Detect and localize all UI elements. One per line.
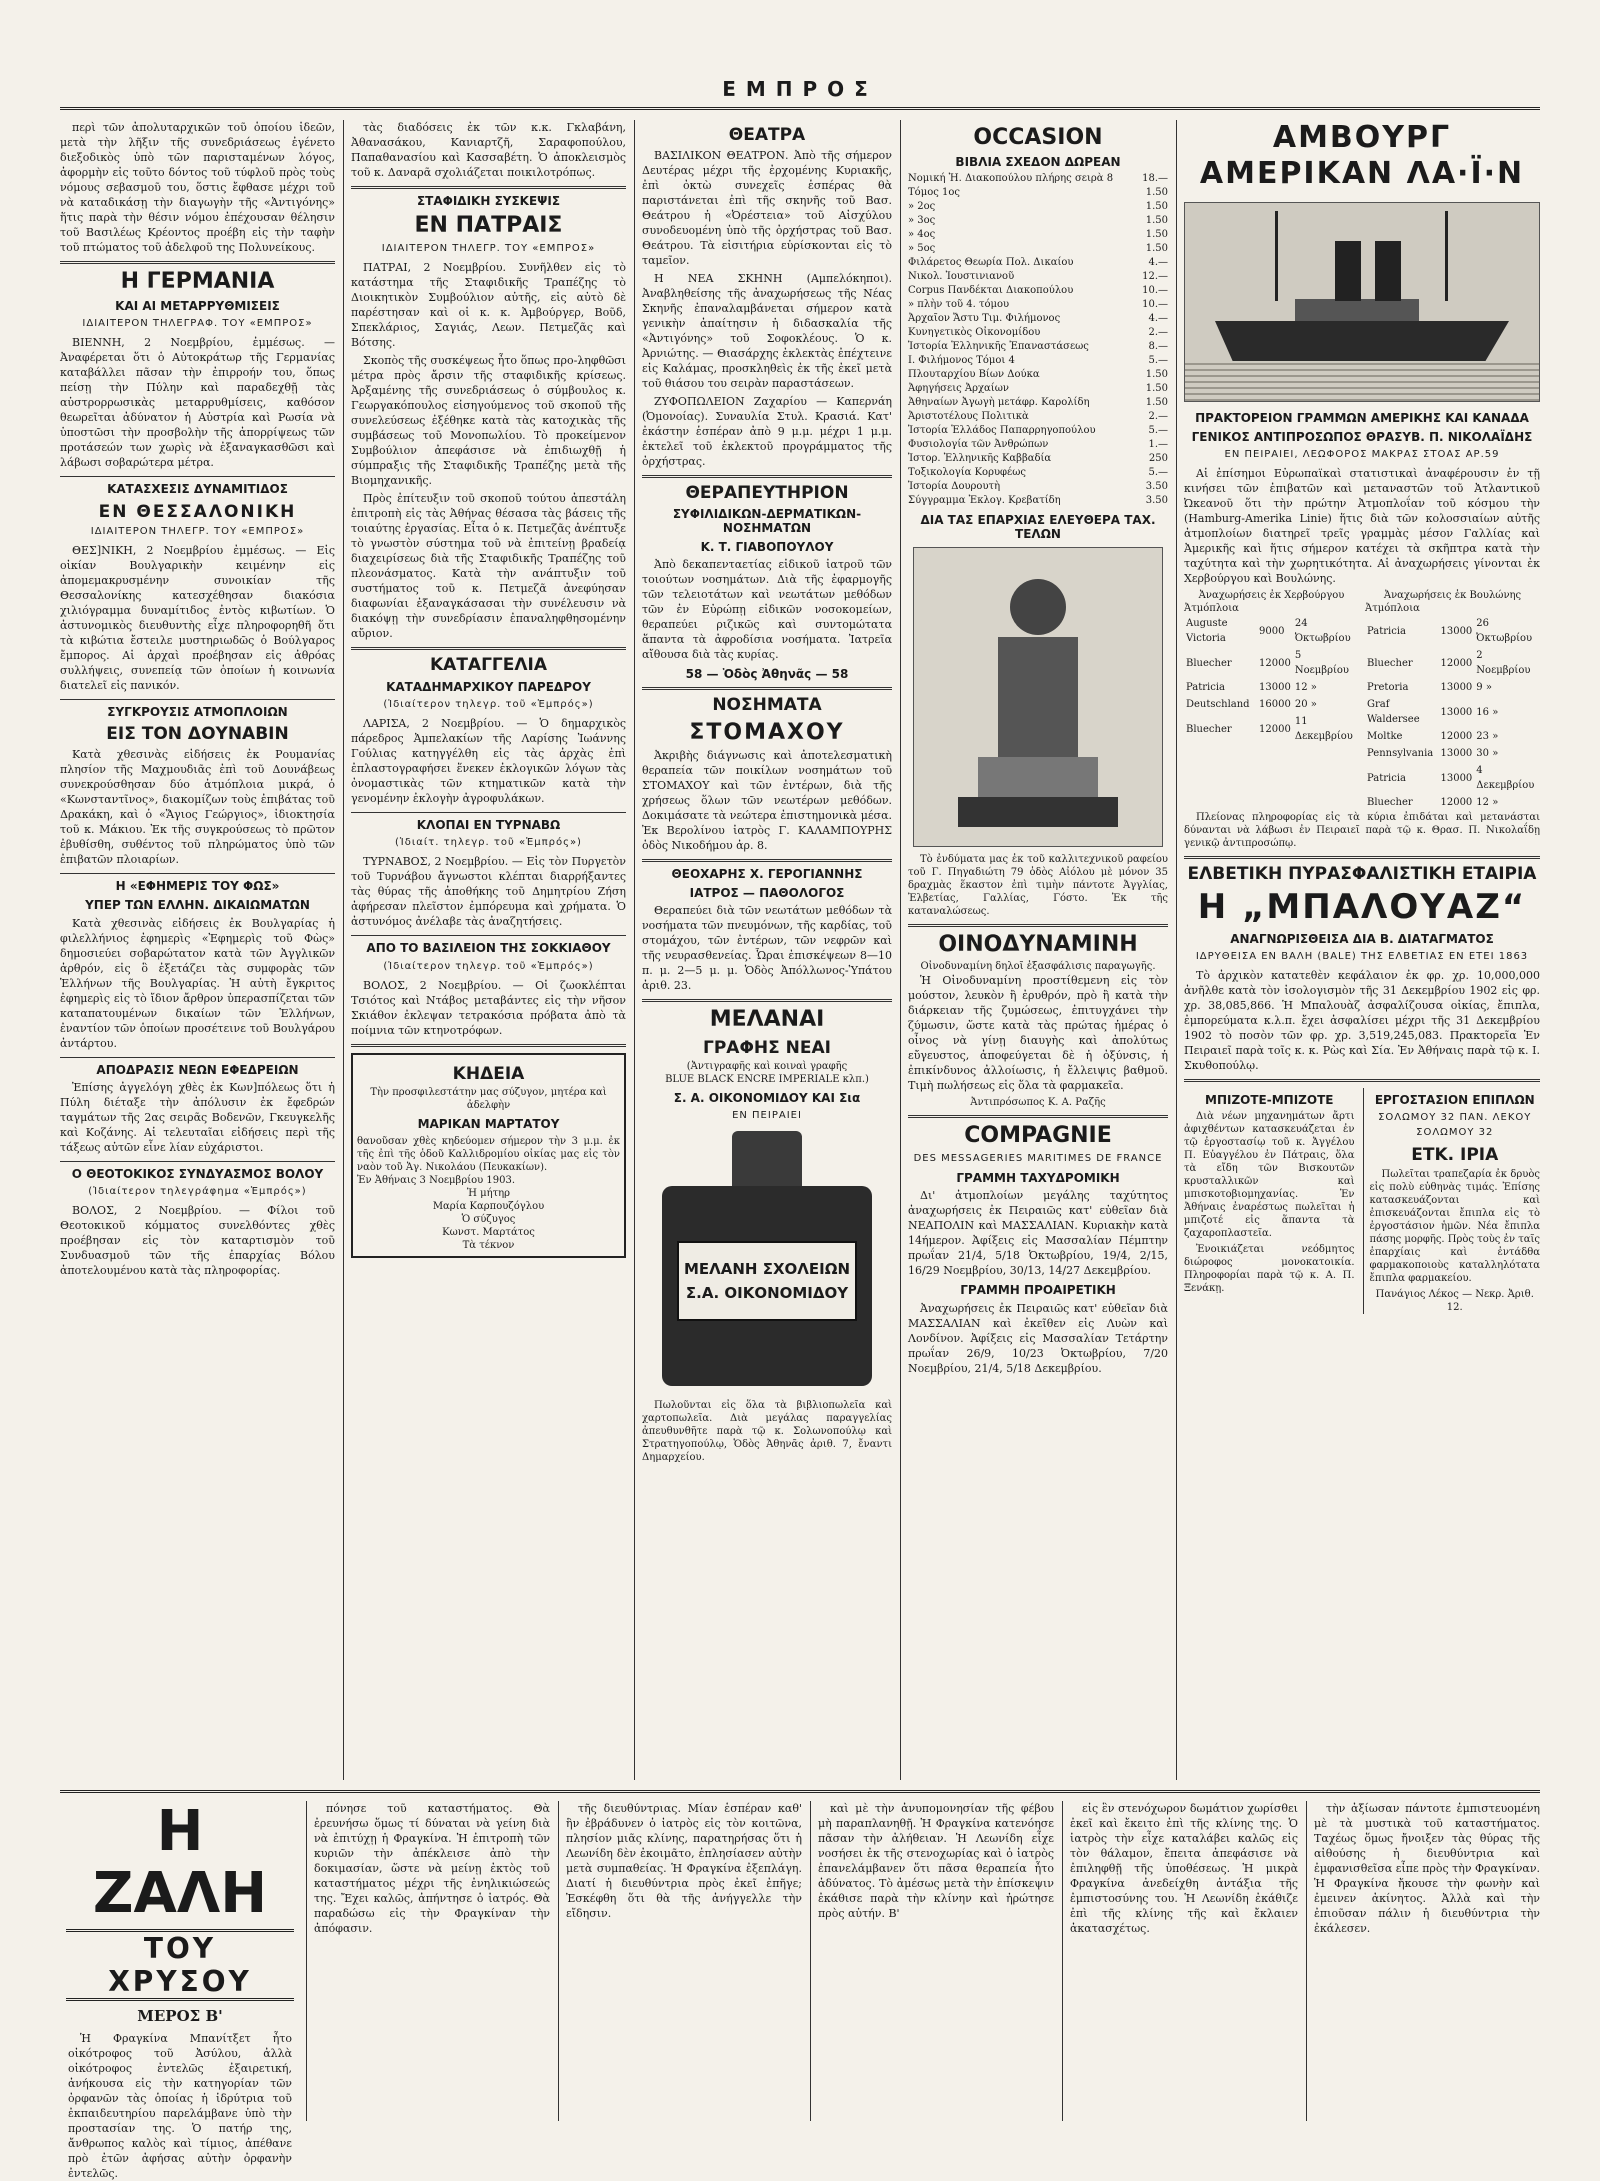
furniture-text: Πωλεῖται τραπεζαρία ἐκ δρυὸς εἰς πολὺ εὐθηνὰς τιμάς. Ἐπίσης κατασκευάζονται καὶ ἐπισκευάζονται ἔπιπλα εἰς τὸ ἐργοστάσιον ἡμῶν. Νέα ἔπιπλα πάσης μορφῆς. Πρὸς τοὺς ἐν ταῖς ἐπαρχίαις καὶ ἐντάδθα φαρμακοποιοὺς καταλληλότατα ἔπιπλα φαρμακείου. [1369, 1169, 1541, 1285]
ship-name: Bluecher [1186, 657, 1232, 669]
volos-headline: Ο ΘΕΟΤΟΚΙΚΟΣ ΣΥΝΔΥΑΣΜΟΣ ΒΟΛΟΥ [71, 1166, 324, 1181]
occasion-headline: OCCASION [973, 125, 1103, 150]
book-title: Νομική Ἠ. Διακοπούλου πλήρης σειρὰ 8 [908, 173, 1114, 185]
funeral-sign-5: Τὰ τέκνον [462, 1239, 515, 1251]
ink-bottle-illustration [652, 1131, 882, 1391]
schedule-row [1365, 679, 1540, 696]
theatre-headline: ΘΕΑΤΡΑ [728, 125, 806, 145]
book-row [908, 284, 1168, 298]
masthead [60, 40, 1540, 110]
biscuits-headline: ΜΠΙΖΟΤΕ-ΜΠΙΖΟΤΕ [1205, 1093, 1334, 1108]
book-row [908, 410, 1168, 424]
danube-headline: ΣΥΓΚΡΟΥΣΙΣ ΑΤΜΟΠΛΟΙΩΝ [107, 705, 288, 720]
stomach-text: Ἀκριβὴς διάγνωσις καὶ ἀποτελεσματικὴ θεραπεία τῶν ποικίλων νοσημάτων τοῦ ΣΤΟΜΑΧΟΥ καὶ τῶν ἐντέρων, διὰ τῆς χρήσεως ὅλων τῶν νεωτέρων μεθόδων. Δοκιμάσατε τὰ νεώτερα ἐπιστημονικὰ μέσα. Ἐκ Βερολίνου ἰατρὸς Γ. ΚΑΛΑΜΠΟΥΡΗΣ ὁδὸς Νικοδήμου ἀρ. 8. [642, 749, 892, 852]
column-rule [1306, 1801, 1307, 2121]
ship-name: Pretoria [1367, 682, 1409, 694]
book-row [908, 424, 1168, 438]
schedule-row [1365, 745, 1540, 762]
hamburg-schedules [1184, 589, 1540, 811]
patras-subheadline: ΕΝ ΠΑΤΡΑΙΣ [414, 213, 563, 239]
escape-article: Ἐπίσης ἀγγελόγη χθὲς ἐκ Κων]πόλεως ὅτι ἡ Πύλη διέταξε τὴν ἀπόλυσιν ἐκ ἔφεδρών ταγμάτων τῆς 2ας σειρᾶς Βοδενῶν, Γκευγκελῆς καὶ Κοζάνης. Αἱ τελευταῖαι εἰδήσεις περὶ τῆς τάξεως αὐτῶν εἶνε λίαν εὐχάριστοι. [60, 1080, 335, 1154]
book-price: 5.— [1148, 425, 1168, 437]
bottom-ads [1184, 1088, 1540, 1314]
book-row [908, 214, 1168, 228]
book-title: Ἱστορ. Ἐλληνικῆς Καββαδία [908, 453, 1052, 465]
book-title: Corpus Πανδέκται Διακοπούλου [908, 285, 1074, 297]
departure-date: 4 Δεκεμβρίου [1476, 765, 1535, 792]
funeral-text-2: θανοῦσαν χθὲς κηδεύομεν σήμερον τὴν 3 μ.μ. ἐκ τῆς ἐπὶ τῆς ὁδοῦ Καλλιδρομίου οἰκίας μας εἰς τὸν ναὸν τοῦ Ἁγ. Νικολάου (Πευκακίων). [357, 1135, 620, 1173]
column-rule [558, 1801, 559, 2121]
ship-tonnage: 12000 [1259, 657, 1291, 669]
ink-headline: ΜΕΛΑΝΑΙ [709, 1007, 825, 1033]
tailor-caption: Τὸ ἐνδύματα μας ἐκ τοῦ καλλιτεχνικοῦ ραφείου τοῦ Γ. Πηγαδιώτη 79 ὁδὸς Αἰόλου μὲ μόνον 35 δραχμὰς ἕκαστον ἐπὶ τιμὴν πάντοτε Ἀγγλίας, Ἐλβετίας, Γαλλίας, Γόστο. Ἐκ τῆς καταναλώσεως. [908, 853, 1168, 917]
ship-name: Patricia [1367, 625, 1406, 637]
ship-tonnage: 13000 [1440, 625, 1473, 637]
schedule-1-title: Ἀναχωρήσεις ἐκ Χερβούργου [1198, 590, 1345, 602]
book-price: 1.50 [1145, 397, 1168, 409]
book-row [908, 298, 1168, 312]
swiss-insurance-headline: ΕΛΒΕΤΙΚΗ ΠΥΡΑΣΦΑΛΙΣΤΙΚΗ ΕΤΑΙΡΙΑ [1187, 864, 1537, 885]
larisa-article: ΛΑΡΙΣΑ, 2 Νοεμβρίου. — Ὁ δημαρχικὸς πάρεδρος Ἀμπελακίων τῆς Λαρίσης Ἰωάννης Γούλιας κατηγγέλθη εἰς τὰς ἀρχὰς ἐπὶ ἐπλαστογραφήσει ἕνεκεν ἐκλογικῶν λόγων τὰς ὀνομαστικὰς τῶν κτηματικῶν κατὰ τὴν γενομένην ἐκλογὴν ἀγροφυλάκων. [351, 717, 626, 806]
ink-footer: Πωλοῦνται εἰς ὅλα τὰ βιβλιοπωλεῖα καὶ χαρτοπωλεῖα. Διὰ μεγάλας παραγγελίας ἀπευθυνθῆτε παρὰ τῷ κ. Σολωνοπούλῳ καὶ Στρατηγοπούλῳ, Ὁδὸς Ἀθηνᾶς ἀριθ. 7, ἔναντι Δημαρχείου. [642, 1400, 892, 1464]
ship-name: Bluecher [1367, 657, 1413, 669]
serial-paragraph-4: καὶ μὲ τὴν ἀνυπομονησίαν τῆς φέβου μὴ παραπλανηθῇ. Ἡ Φραγκίνα κατενόησε πᾶσαν τὴν ἀλήθειαν. Ἡ Λεωνίδη εἶχε νοσήσει ἐκ τῆς στενοχωρίας καὶ ὁ ἰατρὸς ἐπανελάμβανεν ὅτι πᾶσα θεραπεία ἦτο ἀδύνατος. Τὸ ἀμέσως μετὰ τὴν ἐπίσκεψιν ἐκάθισε παρὰ τὴν κλίνην καὶ ἠρώτησε πρὸς αὐτήν. Β' [818, 1802, 1054, 1920]
book-price: 4.— [1148, 313, 1168, 325]
furniture-headline: ΕΡΓΟΣΤΑΣΙΟΝ ΕΠΙΠΛΩΝ [1374, 1093, 1535, 1108]
occasion-subheadline: ΒΙΒΛΙΑ ΣΧΕΔΟΝ ΔΩΡΕΑΝ [955, 155, 1121, 170]
ship-name: Auguste Victoria [1186, 618, 1228, 645]
tyrnavos-wire: (Ἰδιαίτ. τηλεγρ. τοῦ «Ἐμπρός») [395, 837, 582, 849]
book-row [908, 228, 1168, 242]
serial-paragraph-1: Ἡ Φραγκίνα Μπανίτξετ ἦτο οἰκότροφος τοῦ Ἀσύλου, ἀλλὰ οἰκότροφος ἐντελῶς ἐξαιρετική, ἀνήκουσα εἰς τὴν κατηγορίαν τῶν ὀρφανῶν τὰς ὁποίας ἡ ἱδρύτρια τοῦ ἐκπαιδευτηρίου παρελάμβανε ὑπὸ τὴν προστασίαν της. Ὁ πατήρ της, ἄνθρωπος καλὸς καὶ τίμιος, ἀπέθανε πρὸ ἐτῶν ἀφήσας αὐτὴν ὀρφανὴν ἐντελῶς. [68, 2032, 292, 2180]
swiss-insurance-sub: ΑΝΑΓΝΩΡΙΣΘΕΙΣΑ ΔΙΑ Β. ΔΙΑΤΑΓΜΑΤΟΣ [1230, 932, 1494, 947]
funeral-sign-3: Ὁ σύζυγος [461, 1213, 516, 1225]
book-price: 1.50 [1145, 229, 1168, 241]
hamburg-text: Αἱ ἐπίσημοι Εὐρωπαϊκαὶ στατιστικαὶ ἀναφέρουσιν ἐν τῇ κινήσει τῶν ἐπιβατῶν καὶ μεταναστῶν τοῦ Ἀτλαντικοῦ Ὠκεανοῦ ὅτι τὴν πρώτην Ἀτμοπλοΐαν τοῦ κόσμου τὴν (Hamburg-Amerika Linie) ἥτις διὰ τῶν κολοσσιαίων αὐτῆς ἀτμοπλοίων διατηρεῖ τρεῖς γραμμὰς μέσον Γαλλίας καὶ Ἀμερικῆς καὶ ἥτις σήμερον κατέχει τὰ σκῆπτρα κατὰ τὴν ταχύτητα καὶ τὴν χωρητικότητα. Αἱ ἀναχωρήσεις γίνονται ἐκ Χερβούργου καὶ Βουλώνης. [1184, 467, 1540, 586]
schedule-2-title: Ἀναχωρήσεις ἐκ Βουλώνης [1383, 590, 1522, 602]
book-title: Ἱστορία Δουρουτὴ [908, 481, 1001, 493]
volos-wire: (Ἰδιαίτερον τηλεγράφημα «Ἐμπρός») [88, 1185, 307, 1197]
serial-column-3 [566, 1801, 802, 2121]
book-price: 18.— [1142, 173, 1168, 185]
column-4 [908, 120, 1168, 1780]
compagnie-text-1: Δι' ἀτμοπλοίων μεγάλης ταχύτητος ἀναχωρήσεις ἐκ Πειραιῶς κατ' εὐθεῖαν διὰ ΝΕΑΠΟΛΙΝ καὶ ΜΑΣΣΑΛΙΑΝ. Κυριακὴν κατὰ 14ήμερον. Ἀφίξεις εἰς Μασσαλίαν Πέμπτην πρωΐαν 21/4, 5/18 Ὀκτωβρίου, 19/4, 2/15, 16/29 Νοεμβρίου, 30/13, 14/27 Δεκεμβρίου. [908, 1189, 1168, 1278]
hamburg-representative: ΓΕΝΙΚΟΣ ΑΝΤΙΠΡΟΣΩΠΟΣ ΘΡΑΣΥΒ. Π. ΝΙΚΟΛΑΪΔΗΣ [1191, 430, 1533, 445]
clinic-text: Ἀπὸ δεκαπενταετίας εἰδικοῦ ἰατροῦ τῶν τοιούτων νοσημάτων. Διὰ τῆς ἐφαρμογῆς τῶν τελειοτάτων καὶ νεωτάτων μεθόδων τῶν ἐν Εὐρώπῃ εἰδικῶν νοσοκομείων, θεραπεύει ριζικῶς καὶ συντομώτατα ἅπαντα τὰ ἀφροδίσια νοσήματα. Ἰατρεῖα αἴθουσα διὰ τὰς κυρίας. [642, 557, 892, 661]
doctor-text: Θεραπεύει διὰ τῶν νεωτάτων μεθόδων τὰ νοσήματα τῶν πνευμόνων, τῆς καρδίας, τοῦ στομάχου, τῶν ἐντέρων, τῶν νεφρῶν καὶ τῆς νευρασθενείας. Ὧραι ἐπισκέψεων 8—10 π. μ. 2—5 μ. μ. Ὁδὸς Ἀπόλλωνος-Ὑπάτου ἀριθ. 23. [642, 904, 892, 993]
schedule-row [1365, 728, 1540, 745]
departure-date: 12 » [1476, 797, 1499, 809]
steamship-illustration [1184, 202, 1540, 402]
newspaper-title: ΕΜΠΡΟΣ [722, 77, 878, 101]
column-rule [1062, 1801, 1063, 2121]
column-3 [642, 120, 892, 1780]
book-title: » 2ος [908, 201, 936, 213]
article-continuation: τὰς διαδόσεις ἐκ τῶν κ.κ. Γκλαβάνη, Ἀθανασάκου, Κανιαρτζῆ, Σαραφοπούλου, Παπαθανασίου καὶ Κασσαβέτη. Ὁ ἀποκλεισμὸς τοῦ κ. Δαναρᾶ σχολιάζεται ποικιλοτρόπως. [351, 121, 626, 179]
doctor-name: ΘΕΟΧΑΡΗΣ Χ. ΓΕΡΟΓΙΑΝΝΗΣ [671, 867, 863, 881]
larisa-subheadline: ΚΑΤΑΔΗΜΑΡΧΙΚΟΥ ΠΑΡΕΔΡΟΥ [386, 680, 591, 695]
wine-headline: ΟΙΝΟΔΥΝΑΜΙΝΗ [938, 931, 1138, 957]
book-row [908, 256, 1168, 270]
serial-novel-band [60, 1790, 1541, 2180]
patras-article-3: Πρὸς ἐπίτευξιν τοῦ σκοποῦ τούτου ἀπεστάλη ἐπιτροπὴ εἰς τὰς Ἀθήνας θέσασα τὰς βάσεις τῆς τοιαύτης ἐργασίας. Εἶτα ὁ κ. Πετμεζᾶς ἀνέπτυξε τὸ γνωστὸν σύστημα τοῦ νὰ ἐπιτείνῃ βραδείᾳ διαχειρίσεως διὰ τῆς Σταφιδικῆς Τραπέζης τοῦ πλεονάσματος. Κατὰ τὴν ανάπτυξιν τοῦ συστήματος τοῦ κ. Πετμεζᾶ ἀνεφύησαν διαφωνίαι ἐξαναγκάσασαι τὴν συνέλευσιν νὰ διακόψῃ τὴν συνεδρίασιν ἐπαναληφθησομένην αὔριον. [351, 492, 626, 641]
theatre-text-2: Η ΝΕΑ ΣΚΗΝΗ (Αμπελόκηποι). Ἀναβληθείσης τῆς ἀναχωρήσεως τῆς Νέας Σκηνῆς ἐπαναλαμβάνεται σήμερον κατὰ γενικὴν ἀπαίτησιν ἡ διδασκαλία τῆς «Ἀντιγόνης» τοῦ Σοφοκλέους. Ὁ κ. Ἀρνιώτης. — Θιασάρχης ἐκλεκτὰς ἐπέχτεινε εἰς Καλάμας, προσκληθεὶς ἐκ τῆς ἐκεῖ μετὰ τοῦ θιάσου του σειρὰν παραστάσεων. [642, 271, 892, 390]
book-title: Νικολ. Ἰουστινιανοῦ [908, 271, 1015, 283]
book-price: 1.50 [1145, 187, 1168, 199]
book-row [908, 494, 1168, 508]
book-row [908, 326, 1168, 340]
compagnie-line-2: ΓΡΑΜΜΗ ΠΡΟΑΙΡΕΤΙΚΗ [960, 1283, 1116, 1298]
departure-date: 26 Ὀκτωβρίου [1476, 618, 1533, 645]
schedule-row [1184, 696, 1359, 713]
compagnie-headline: COMPAGNIE [964, 1122, 1112, 1148]
hamburg-agency: ΠΡΑΚΤΟΡΕΙΟΝ ΓΡΑΜΜΩΝ ΑΜΕΡΙΚΗΣ ΚΑΙ ΚΑΝΑΔΑ [1195, 411, 1529, 425]
compagnie-text-2: Ἀναχωρήσεις ἐκ Πειραιῶς κατ' εὐθεῖαν διὰ ΜΑΣΣΑΛΙΑΝ καὶ ἐκεῖθεν εἰς Λυὼν καὶ Λονδίνον. Ἀφίξεις εἰς Μασσαλίαν Τετάρτην πρωΐαν 26/9, 10/23 Ὀκτωβρίου, 7/20 Νοεμβρίου, 21/4, 5/18 Δεκεμβρίου. [908, 1301, 1168, 1375]
funeral-sign-1: Ἡ μήτηρ [467, 1187, 510, 1199]
column-rule [810, 1801, 811, 2121]
funeral-sign-4: Κωνστ. Μαρτάτος [442, 1226, 535, 1238]
departure-date: 12 » [1294, 682, 1317, 694]
ship-name: Bluecher [1367, 797, 1413, 809]
ship-tonnage: 13000 [1440, 772, 1473, 784]
patras-headline: ΣΤΑΦΙΔΙΚΗ ΣΥΣΚΕΨΙΣ [416, 194, 561, 208]
book-price: 10.— [1142, 285, 1168, 297]
schedule-row [1365, 696, 1540, 728]
book-price: 1.50 [1145, 243, 1168, 255]
schedule-row [1365, 647, 1540, 679]
book-title: » 3ος [908, 215, 936, 227]
departure-date: 30 » [1476, 748, 1499, 760]
book-list [908, 172, 1168, 508]
thessaloniki-article: ΘΕΣ]ΝΙΚΗ, 2 Νοεμβρίου ἐμμέσως. — Εἰς οἰκίαν Βουλγαρικὴν κειμένην εἰς ἀπομεμακρυσμένην συνοικίαν τῆς Θεσσαλονίκης κατεσχέθησαν διακόσια χιλιόγραμμα δυναμίτιδος ἐντὸς κιβωτίων. Ὁ ἀστυνομικὸς διευθυντὴς εἶχε πληροφορηθῆ ὅτι τὰ κιβώτια ἔστειλε μυστηριωδῶς ὁ Βούλγαρος ἔμπορος. Αἱ ἀρχαὶ προέβησαν εἰς ἀθρόας συλλήψεις, συνεπείᾳ τῶν ὁποίων ἡ κοινωνία διατελεῖ εἰς πανικόν. [60, 544, 335, 693]
book-row [908, 382, 1168, 396]
patras-wire: ΙΔΙΑΙΤΕΡΟΝ ΤΗΛΕΓΡ. ΤΟΥ «ΕΜΠΡΟΣ» [381, 243, 596, 255]
book-row [908, 186, 1168, 200]
book-row [908, 354, 1168, 368]
ship-name: Pennsylvania [1367, 748, 1434, 760]
book-title: Τοξικολογία Κορυφέως [908, 467, 1026, 479]
compagnie-line-1: ΓΡΑΜΜΗ ΤΑΧΥΔΡΟΜΙΚΗ [956, 1171, 1120, 1186]
book-title: Ἱστορία Ἑλληνικῆς Ἐπαναστάσεως [908, 341, 1089, 353]
theatre-text-3: ΖΥΦΟΠΩΛΕΙΟΝ Ζαχαρίου — Καπερνάη (Ὀμονοίας). Συναυλία Στυλ. Κρασιά. Κατ' ἐκάστην ἑσπέραν ἀπὸ 9 μ.μ. μέχρι 1 μ.μ. ἐκτελεῖ τοῦ ἐκλεκτοῦ προγράμματος τῆς ὀρχήστρας. [642, 394, 892, 468]
books-footer: ΔΙΑ ΤΑΣ ΕΠΑΡΧΙΑΣ ΕΛΕΥΘΕΡΑ ΤΑΧ. ΤΕΛΩΝ [920, 513, 1156, 541]
tailor-portrait-illustration [913, 547, 1163, 847]
ink-place: ΕΝ ΠΕΙΡΑΙΕΙ [732, 1110, 802, 1122]
book-price: 5.— [1148, 467, 1168, 479]
serial-column-4 [818, 1801, 1054, 2121]
ship-tonnage: 13000 [1440, 682, 1473, 694]
wine-agent: Ἀντιπρόσωπος Κ. Α. Ραζῆς [970, 1096, 1106, 1108]
skiathos-article: ΒΟΛΟΣ, 2 Νοεμβρίου. — Οἱ ζωοκλέπται Τσιότος καὶ Ντάβος μεταβάντες εἰς τὴν νῆσον Σκιάθον ἐκλεψαν τετρακόσια πρόβατα ἀπὸ τὰ ποίμνια τῶν κτηνοτρόφων. [351, 978, 626, 1037]
hamburg-footer: Πλείονας πληροφορίας εἰς τὰ κύρια ἐπιδάται καὶ μετανάσται δύνανται νὰ λάβωσι ἐν Πειραιεῖ παρὰ τῷ κ. Θρασ. Π. Νικολαΐδῃ γενικῷ ἀντιπροσώπῳ. [1184, 812, 1540, 850]
book-title: Ἀρχαῖον Ἄστυ Τιμ. Φιλήμονος [908, 313, 1061, 325]
book-price: 2.— [1148, 411, 1168, 423]
clinic-headline: ΘΕΡΑΠΕΥΤΗΡΙΟΝ [685, 482, 849, 503]
book-price: 4.— [1148, 257, 1168, 269]
schedule-row [1365, 794, 1540, 811]
book-title: Ἀριστοτέλους Πολιτικὰ [908, 411, 1029, 423]
book-price: 1.50 [1145, 383, 1168, 395]
serial-column-6 [1314, 1801, 1540, 2121]
column-rule [634, 120, 635, 1780]
book-row [908, 438, 1168, 452]
serial-paragraph-3: τῆς διευθύντριας. Μίαν ἑσπέραν καθ' ἣν ἐβράδυνεν ὁ ἰατρὸς εἰς τὸν κοιτῶνα, πλησίον μιᾶς κλίνης, παρατηρήσας ὅτι ἡ Λεωνίδη δὲν ἐκοιμᾶτο, ἐπλησίασεν αὐτὴν μετὰ συμπαθείας. Ἡ Φραγκίνα ἐξεπλάγη. Διατί ἡ διευθύντρια πρὸς ἐκεῖ ἐπῆγε; Ἐσκέφθη ὅτι θὰ τῆς ἀνήγγελλε τὴν εἴδησιν. [566, 1802, 802, 1920]
swiss-insurance-text: Τὸ ἀρχικὸν κατατεθὲν κεφάλαιον ἐκ φρ. χρ. 10,000,000 ἀνῆλθε κατὰ τὸν ἰσολογισμὸν τῆς 31 Δεκεμβρίου 1902 εἰς φρ. χρ. 38,085,866. Ἡ Μπαλουὰζ ἀσφαλίζουσα οἰκίας, ἔπιπλα, ἐμπορεύματα κ.λ.π. ἔχει ἀσφαλίσει μέχρι τῆς 31 Δεκεμβρίου 1902 τὸ ποσὸν τῶν φρ. χρ. 3,519,245,083. Πρακτορεῖα Ἐν Πειραιεῖ παρὰ τοῖς κ. κ. Ρὼς καὶ Σία. Ἐν Ἀθήναις παρὰ τῷ κ. Ι. Σκυθοπούλῳ. [1184, 969, 1540, 1073]
ship-tonnage: 13000 [1440, 748, 1473, 760]
theatre-text-1: ΒΑΣΙΛΙΚΟΝ ΘΕΑΤΡΟΝ. Ἀπὸ τῆς σήμερον Δευτέρας μέχρι τῆς ἐρχομένης Κυριακῆς, ἐπὶ ὀκτὼ συνεχεῖς ἑσπέρας θὰ παριστάνεται ἐπὶ τῆς σκηνῆς τοῦ Βασ. Θεάτρου ἡ «Ὀρέστεια» τοῦ Αἰσχύλου συνοδευομένη ὑπὸ τῆς ὀρχήστρας τοῦ Βασ. Θεάτρου. Τὰ εἰσιτήρια εὑρίσκονται εἰς τὸ ταμεῖον. [642, 148, 892, 267]
book-price: 1.— [1148, 439, 1168, 451]
serial-column-2 [314, 1801, 550, 2121]
serial-paragraph-2: πόνησε τοῦ καταστήματος. Θὰ ἐρευνήσω ὅμως τί δύναται νὰ γείνη διὰ νὰ ἐπιτύχῃ ἡ Φραγκίνα. Ἡ ἐπιτροπὴ τῶν κυριῶν τὴν ἀπέκλεισε ἀπὸ τὴν δοκιμασίαν, ὥστε νὰ μείνῃ ἐκτὸς τοῦ καταστήματος μέχρι τῆς ἐνηλικιώσεώς της. Ἔχει καλῶς, ἀπήντησε ὁ ἰατρός. Θὰ παραδώσω εἰς τὴν Φραγκίναν τὴν ἀπόφασιν. [314, 1802, 550, 1935]
book-title: Ἀφηγήσεις Ἀρχαίων [908, 383, 1009, 395]
thessaloniki-subheadline: ΕΝ ΘΕΣΣΑΛΟΝΙΚΗ [98, 501, 297, 522]
column-2 [351, 120, 626, 1780]
book-row [908, 466, 1168, 480]
funeral-sign-2: Μαρία Καρπουζόγλου [432, 1200, 545, 1212]
ship-name: Moltke [1367, 731, 1403, 743]
book-title: Σύγγραμμα Ἐκλογ. Κρεβατίδη [908, 495, 1061, 507]
thessaloniki-wire: ΙΔΙΑΙΤΕΡΟΝ ΤΗΛΕΓΡ. ΤΟΥ «ΕΜΠΡΟΣ» [90, 526, 305, 538]
book-title: Τόμος 1ος [908, 187, 960, 199]
book-row [908, 480, 1168, 494]
book-price: 1.50 [1145, 369, 1168, 381]
ink-text-2: BLUE BLACK ENCRE IMPERIALE κλπ.) [665, 1074, 869, 1086]
book-row [908, 396, 1168, 410]
book-price: 3.50 [1145, 495, 1168, 507]
book-row [908, 452, 1168, 466]
book-price: 12.— [1142, 271, 1168, 283]
schedule-row [1184, 615, 1359, 647]
ship-name: Graf Waldersee [1367, 699, 1420, 726]
book-price: 3.50 [1145, 481, 1168, 493]
ink-maker: Σ. Α. ΟΙΚΟΝΟΜΙΔΟΥ ΚΑΙ Σια [673, 1091, 861, 1106]
book-row [908, 200, 1168, 214]
serial-part: ΜΕΡΟΣ Β' [137, 2007, 223, 2025]
book-title: Ἀθηναίων Ἀγωγὴ μετάφρ. Καρολίδη [908, 397, 1090, 409]
schedule-1-table [1184, 615, 1359, 745]
germany-headline: Η ΓΕΡΜΑΝΙΑ [120, 269, 275, 294]
patras-article-2: Σκοπὸς τῆς συσκέψεως ἦτο ὅπως προ-ληφθῶσι μέτρα πρὸς ἄρσιν τῆς σταφιδικῆς κρίσεως. Ἀρξαμένης τῆς συνεδριάσεως ὁ σύμβουλος κ. Γεωργακόπουλος εἰσηγούμενος τοῦ σκοποῦ τῆς συνελεύσεως ἐξέθηκε κατὰ τὰς κατοχικὰς τῆς συμβάσεως τοῦ Μονοπωλίου. Τὸ προκείμενον Συμβούλιον ἀπεφάσισε νὰ ἐπιδιωχθῇ ἡ σύμπραξις τῆς Σταφιδικῆς Τραπέζης μετὰ τῆς Βιομηχανικῆς. [351, 354, 626, 488]
book-price: 2.— [1148, 327, 1168, 339]
book-title: Ἱστορία Ἑλλάδος Παπαρρηγοπούλου [908, 425, 1096, 437]
ship-name: Deutschland [1186, 699, 1250, 711]
hamburg-address: ΕΝ ΠΕΙΡΑΙΕΙ, ΛΕΩΦΟΡΟΣ ΜΑΚΡΑΣ ΣΤΟΑΣ ΑΡ.59 [1224, 449, 1500, 461]
book-price: 10.— [1142, 299, 1168, 311]
ship-tonnage: 12000 [1440, 657, 1473, 669]
compagnie-subheadline: DES MESSAGERIES MARITIMES DE FRANCE [913, 1153, 1163, 1165]
tyrnavos-article: ΤΥΡΝΑΒΟΣ, 2 Νοεμβρίου. — Εἰς τὸν Πυργετὸν τοῦ Τυρνάβου ἄγνωστοι κλέπται διαρρήξαντες τὰς θύρας τῆς ἀποθήκης τοῦ Δημητρίου Ζήση ἀφήρεσαν πλεῖστον ἐμπόρευμα καὶ χρήματα. Ὁ ἀστυνόμος ἀνέλαβε τὰς ἀναζητήσεις. [351, 855, 626, 929]
rental-text: Ἐνοικιάζεται νεόδμητος διώροφος μονοκατοικία. Πληροφορίαι παρὰ τῷ κ. Α. Π. Ξενάκῃ. [1184, 1244, 1355, 1295]
ink-subheadline: ΓΡΑΦΗΣ ΝΕΑΙ [703, 1037, 831, 1058]
ship-tonnage: 12000 [1259, 723, 1291, 735]
book-row [908, 270, 1168, 284]
serial-column-5 [1070, 1801, 1298, 2121]
funeral-date: Ἐν Ἀθήναις 3 Νοεμβρίου 1903. [357, 1174, 516, 1186]
ship-name: Patricia [1186, 682, 1225, 694]
stomach-subheadline: ΣΤΟΜΑΧΟΥ [689, 719, 845, 745]
wine-text: Ἡ Οἰνοδυναμίνη προστίθεμενη εἰς τὸν μούστον, λευκὸν ἢ ἐρυθρόν, πρὸ ἢ κατὰ τὴν διάρκειαν τῆς ζυμώσεως, ἐπιτυγχάνει τὴν ζύμωσιν, ὥστε κατὰ τὰς πρώτας ἡμέρας ὁ οἶνος νὰ γίνῃ διαυγὴς καὶ ἀπολύτως εὔγευστος, ἀποφεύγεται δὲ ἡ ὀξύνσις, ἡ ἐπικίνδυνος ἀλλοίωσις, ἡ ἔλλειψις βαθμοῦ. Τιμὴ πωλήσεως εἰς ὅλα τὰ φαρμακεῖα. [908, 973, 1168, 1092]
book-row [908, 242, 1168, 256]
clinic-doctor: Κ. Τ. ΓΙΑΒΟΠΟΥΛΟΥ [700, 539, 834, 554]
funeral-name: ΜΑΡΙΚΑΝ ΜΑΡΤΑΤΟΥ [417, 1117, 560, 1132]
clinic-subheadline: ΣΥΦΙΛΙΔΙΚΩΝ-ΔΕΡΜΑΤΙΚΩΝ-ΝΟΣΗΜΑΤΩΝ [672, 507, 862, 535]
danube-subheadline: ΕΙΣ ΤΟΝ ΔΟΥΝΑΒΙΝ [106, 724, 289, 745]
escape-headline: ΑΠΟΔΡΑΣΙΣ ΝΕΩΝ ΕΦΕΔΡΕΙΩΝ [96, 1062, 299, 1077]
larisa-wire: (Ἰδιαίτερον τηλεγρ. τοῦ «Ἐμπρός») [383, 699, 594, 711]
serial-subtitle: ΤΟΥ ΧΡΥΣΟΥ [66, 1929, 294, 2001]
book-title: Πλουταρχίου Βίων Δούκα [908, 369, 1040, 381]
schedule-row [1184, 679, 1359, 696]
book-row [908, 340, 1168, 354]
departure-date: 24 Ὀκτωβρίου [1294, 618, 1351, 645]
book-price: 5.— [1148, 355, 1168, 367]
tyrnavos-headline: ΚΛΟΠΑΙ ΕΝ ΤΥΡΝΑΒΩ [416, 818, 561, 833]
book-title: » 4ος [908, 229, 936, 241]
fos-article: Κατὰ χθεσινὰς εἰδήσεις ἐκ Βουλγαρίας ἡ φιλελλήνιος ἐφημερὶς «Ἐφημερὶς τοῦ Φὼς» δημοσιεύει σοβαρώτατον κατὰ τῶν Ἀγγλικῶν ἀρθρόν, εἰς ὃ ἐξετάζει τὰς συμφορὰς τῶν Ἑλλήνων τῆς Βουλγαρίας. Ἡ αὐτὴ ἔγκριτος ἐφημερὶς εἰς τὸ ἴδιον ἄρθρον ὑπερασπίζεται τῶν καταπατουμένων δικαίων τῶν Ἑλλήνων, ἐναντίον τῶν ὁποίων προσέτεινε τοῦ Βουλγάρου ἀντάρτου. [60, 916, 335, 1050]
book-price: 1.50 [1145, 215, 1168, 227]
column-rule [343, 120, 344, 1780]
fos-subheadline: ΥΠΕΡ ΤΩΝ ΕΛΛΗΝ. ΔΙΚΑΙΩΜΑΤΩΝ [85, 898, 310, 913]
serial-paragraph-6: τὴν ἀξίωσαν πάντοτε ἐμπιστευομένη μὲ τὰ μυστικὰ τοῦ καταστήματος. Ταχέως ὅμως ἤνοιξεν τὰς θύρας τῆς αἰθούσης ἡ διευθύντρια καὶ ἐμφανισθεῖσα εἶπε πρὸς τὴν Φραγκίναν. Ἡ Φραγκίνα ἤκουσε τὴν φωνὴν καὶ ἐμεινεν ἀκίνητος. Ἀλλὰ καὶ τὴν ἐπιοῦσαν πάλιν ἡ διευθύντρια τὴν ἐκάλεσεν. [1314, 1802, 1541, 1935]
serial-paragraph-5: εἰς ἓν στενόχωρον δωμάτιον χωρίσθει ἐκεῖ καὶ ἔκειτο ἐπὶ τῆς κλίνης της. Ὁ ἰατρὸς τὴν εἶχε καταλάβει καλῶς εἰς τὸν θάλαμον, ἔπειτα ἀπεφάσισε νὰ ἐπιληφθῇ τῆς ὑποθέσεως. Ἡ μικρὰ Φραγκίνα ἀνεδείχθη ἀντάξια τῆς ἐμπιστοσύνης του. Ἡ Λεωνίδη ἐκάθιζε ἐπὶ τῆς κλίνης τῆς καὶ ἔκλαιεν ἀκατασχέτως. [1070, 1802, 1298, 1935]
column-5 [1184, 120, 1540, 1780]
furniture-footer: Πανάγιος Λέκος — Νεκρ. Ἀριθ. 12. [1375, 1289, 1534, 1314]
column-1 [60, 120, 335, 1780]
skiathos-headline: ΑΠΟ ΤΟ ΒΑΣΙΛΕΙΟΝ ΤΗΣ ΣΟΚΚΙΑΘΟΥ [366, 941, 611, 956]
swiss-insurance-founded: ΙΔΡΥΘΕΙΣΑ ΕΝ ΒΑΛΗ (BALE) ΤΗΣ ΕΛΒΕΤΙΑΣ ΕΝ ΕΤΕΙ 1863 [1195, 951, 1529, 963]
ship-name: Patricia [1367, 772, 1406, 784]
schedule-row [1365, 762, 1540, 794]
germany-article: ΒΙΕΝΝΗ, 2 Νοεμβρίου, ἐμμέσως. — Ἀναφέρεται ὅτι ὁ Αὐτοκράτωρ τῆς Γερμανίας καταβάλλει πᾶσαν τὴν ἐπιρροήν του, ὅπως πείσῃ τὴν Πύλην καὶ παραδεχθῇ τὰς αὐστρορρωσικὰς μεταρρυθμίσεις, καθόσον θεωρεῖται ἀδύνατον ἡ Αὐστρία καὶ Ρωσία νὰ ὑποστῶσι τὴν προσβολὴν τῆς ἀπορρίψεως τῶν προτάσεών των χωρὶς νὰ ἐξαναγκασθῶσι καὶ λάβωσι σοβαρώτερα μέτρα. [60, 336, 335, 470]
patras-article-1: ΠΑΤΡΑΙ, 2 Νοεμβρίου. Συνῆλθεν εἰς τὸ κατάστημα τῆς Σταφιδικῆς Τραπέζης τὸ Διοικητικὸν Συμβούλιον αὐτῆς, εἰς αὐτὸ δὲ παρέστησαν καὶ οἱ κ. κ. Ἀμβούργερ, Βοῦδ, Σπεκλάριος, Σαγιάς, Λεων. Πετμεζᾶς καὶ Βότσης. [351, 261, 626, 350]
book-title: » πλὴν τοῦ 4. τόμου [908, 299, 1010, 311]
swiss-insurance-name: Η „ΜΠΑΛΟΥΑΖ“ [1197, 887, 1527, 928]
book-price: 1.50 [1145, 201, 1168, 213]
article-continuation: περὶ τῶν ἀπολυταρχικῶν τοῦ ὁποίου ἰδεῶν, μετὰ τὴν λῆξιν τῆς συνεδριάσεως ἐγένετο διεξοδικὸς ὑπὸ τῶν παρισταμένων λόγος, ἀφορμὴν εἰς τοῦτο δόντος τοῦ τύφλοῦ πρὸς τοὺς νόμους σεβασμοῦ του, ὅστις ἔφθασε μέχρι τοῦ νὰ καταδικάσῃ τὴν διαγωγὴν τῆς «Ἀντιγόνης» ἥτις παρὰ τὴν θέσιν νόμου ἐπέχουσαν θέλησιν τοῦ Βασιλέως Κρέοντος προέβη εἰς τὴν ταφὴν τοῦ πτώματος τοῦ ἀδελφοῦ της Πολυνείκους. [60, 121, 335, 254]
ship-name: Bluecher [1186, 723, 1232, 735]
funeral-text-1: Τὴν προσφιλεστάτην μας σύζυγον, μητέρα καὶ ἀδελφὴν [370, 1087, 607, 1112]
doctor-specialty: ΙΑΤΡΟΣ — ΠΑΘΟΛΟΓΟΣ [689, 886, 845, 901]
column-rule [306, 1801, 307, 2121]
ship-tonnage: 12000 [1440, 797, 1473, 809]
furniture-company: ΕΤΚ. ΙΡΙΑ [1411, 1145, 1499, 1166]
departure-date: 5 Νοεμβρίου [1294, 650, 1349, 677]
ship-tonnage: 16000 [1259, 699, 1291, 711]
schedule-row [1184, 647, 1359, 679]
funeral-notice [351, 1053, 626, 1258]
bottle-label-line-1: ΜΕΛΑΝΗ ΣΧΟΛΕΙΩΝ [683, 1260, 851, 1279]
book-price: 250 [1148, 453, 1168, 465]
newspaper-page [60, 40, 1541, 2180]
departure-date: 16 » [1476, 706, 1499, 718]
man-figure-icon [938, 557, 1138, 837]
schedule-row [1184, 713, 1359, 745]
bottle-label-line-2: Σ.Α. ΟΙΚΟΝΟΜΙΔΟΥ [685, 1284, 849, 1303]
germany-subheadline: ΚΑΙ ΑΙ ΜΕΤΑΡΡΥΘΜΙΣΕΙΣ [115, 299, 280, 314]
book-title: Φυσιολογία τῶν Ἀνθρώπων [908, 439, 1049, 451]
departure-date: 2 Νοεμβρίου [1476, 650, 1531, 677]
furniture-subheadline: ΣΟΛΩΜΟΥ 32 ΠΑΝ. ΛΕΚΟΥ ΣΟΛΩΜΟΥ 32 [1378, 1112, 1532, 1139]
schedule-1-head: Ἀτμόπλοια [1184, 603, 1239, 615]
germany-wire: ΙΔΙΑΙΤΕΡΟΝ ΤΗΛΕΓΡΑΦ. ΤΟΥ «ΕΜΠΡΟΣ» [82, 318, 313, 330]
ship-tonnage: 13000 [1440, 706, 1473, 718]
thessaloniki-headline: ΚΑΤΑΣΧΕΣΙΣ ΔΥΝΑΜΙΤΙΔΟΣ [107, 482, 288, 497]
ship-tonnage: 9000 [1259, 625, 1285, 637]
book-row [908, 312, 1168, 326]
wine-subheadline: Οἰνοδυναμίνη δηλοῖ ἐξασφάλισις παραγωγῆς. [920, 960, 1156, 972]
fos-headline: Η «ΕΦΗΜΕΡΙΣ ΤΟΥ ΦΩΣ» [115, 879, 280, 894]
ink-text-1: (Ἀντιγραφῆς καὶ κοιναὶ γραφῆς [686, 1061, 848, 1073]
book-title: Φιλάρετος Θεωρία Πολ. Δικαίου [908, 257, 1074, 269]
schedule-2-head: Ἀτμόπλοια [1365, 603, 1420, 615]
ship-tonnage: 13000 [1259, 682, 1291, 694]
book-row [908, 172, 1168, 186]
hamburg-headline: ΑΜΒΟΥΡΓ ΑΜΕΡΙΚΑΝ ΛΑ·Ϊ·Ν [1199, 120, 1525, 191]
book-title: Ι. Φιλήμονος Τόμοι 4 [908, 355, 1015, 367]
skiathos-wire: (Ἰδιαίτερον τηλεγρ. τοῦ «Ἐμπρός») [383, 960, 594, 972]
book-row [908, 368, 1168, 382]
serial-title-block [60, 1799, 300, 2180]
schedule-2-table [1365, 615, 1540, 811]
larisa-headline: ΚΑΤΑΓΓΕΛΙΑ [430, 655, 547, 676]
departure-date: 9 » [1476, 682, 1492, 694]
departure-date: 23 » [1476, 731, 1499, 743]
volos-article: ΒΟΛΟΣ, 2 Νοεμβρίου. — Φίλοι τοῦ Θεοτοκικοῦ κόμματος συνελθόντες χθὲς προέβησαν εἰς τὸν καταρτισμὸν τοῦ Συνδυασμοῦ τῶν τῆς ἐπαρχίας Βόλου ἀποτελουμένου κατὰ τὰς πληροφορίας. [60, 1203, 335, 1277]
departure-date: 11 Δεκεμβρίου [1294, 716, 1353, 743]
ship-tonnage: 12000 [1440, 731, 1473, 743]
schedule-row [1365, 615, 1540, 647]
stomach-headline: ΝΟΣΗΜΑΤΑ [712, 695, 822, 716]
column-rule [1176, 120, 1177, 1780]
danube-article: Κατὰ χθεσινὰς εἰδήσεις ἐκ Ρουμανίας πλησίον τῆς Μαχμουδιᾶς ἐπὶ τοῦ Δουνάβεως συνεκρούσθησαν δύο ἀτμόπλοια μικρά, ὁ «Κωνσταντῖνος», διακομίζων τοὺς ἐπιβάτας τοῦ Δρακάκη, καὶ ὁ «Ἅγιος Γεώργιος», ἰδιοκτησία τοῦ κ. Μάκιου. Ἐκ τῆς συγκρούσεως τὸ πρῶτον ἐβυθίσθη, συθέντος τοῦ πληρώματος ὑπὸ τῶν ἐπιβατῶν πλοιαρίων. [60, 748, 335, 867]
biscuits-text: Διὰ νέων μηχανημάτων ἄρτι ἀφιχθέντων κατασκευάζεται ἐν τῷ ἐργοστασίῳ τοῦ κ. Ἀγγέλου Π. Εὐαγγέλου ἐν Πάτραις, ὅλα τὰ εἴδη τῶν Βισκουτῶν κρυσταλλικῶν καὶ μπισκοτοβιομηχανίας. Ἐν Ἀθήναις ἐναρέστως πωλεῖται ἡ μπιζοτέ εἰς ἅπαντα τὰ ζαχαροπλαστεῖα. [1184, 1111, 1355, 1240]
book-title: Κυνηγετικὸς Οἰκονομίδου [908, 327, 1041, 339]
book-title: » 5ος [908, 243, 936, 255]
departure-date: 20 » [1294, 699, 1317, 711]
book-price: 8.— [1148, 341, 1168, 353]
serial-title: Η ΖΑΛΗ [92, 1799, 268, 1926]
funeral-headline: ΚΗΔΕΙΑ [452, 1063, 525, 1084]
column-rule [900, 120, 901, 1780]
clinic-address: 58 — Ὁδὸς Ἀθηνᾶς — 58 [685, 666, 849, 681]
